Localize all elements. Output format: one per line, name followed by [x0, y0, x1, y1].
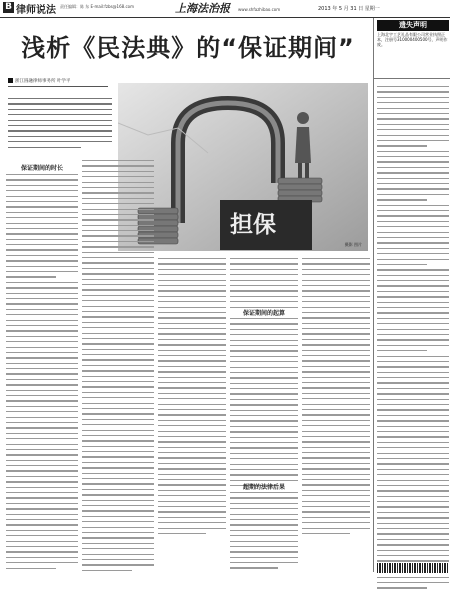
- body-column-4b: [230, 318, 298, 491]
- paper-url: www.shfazhibao.com: [238, 7, 281, 12]
- article-title: 浅析《民法典》的“保证期间”: [21, 34, 355, 62]
- body-column-3: [158, 258, 226, 538]
- page-header: [0, 0, 450, 18]
- body-column-1: [6, 174, 78, 573]
- title-rule: [8, 86, 108, 87]
- body-column-4: [230, 258, 298, 312]
- body-column-2: [82, 160, 154, 575]
- column-divider: [374, 78, 450, 79]
- issue-date: 2013 年 5 月 31 日 星期一: [318, 6, 380, 12]
- sidebar-text-block: [377, 86, 449, 593]
- body-column-4c: [230, 492, 298, 573]
- lead-paragraph: [6, 92, 114, 152]
- subhead-period-start: 保证期间的起算: [242, 310, 285, 317]
- paper-name: 上海法治报: [175, 2, 230, 15]
- subhead-period-length: 保证期间的时长: [20, 165, 63, 172]
- section-letter: B: [3, 2, 14, 13]
- editor-info: 责任编辑：陈 东 E-mail:fzbs@168.com: [60, 4, 135, 9]
- photo-credit: 摄影 图片: [344, 242, 362, 247]
- stamp-label: 担保: [230, 212, 276, 238]
- body-column-5: [302, 258, 370, 538]
- byline-text: 浙江圆融律师事务所 叶学平: [15, 79, 71, 84]
- byline: [8, 78, 70, 84]
- notice-body: 上海北宇工艺礼品有限公司营业执照正本，注册号310000400500号，声明作废。: [377, 32, 448, 48]
- section-label: 律师说法: [16, 5, 56, 16]
- subhead-overdue-consequence: 超期的法律后果: [242, 484, 285, 491]
- notice-title: 遗失声明: [377, 20, 449, 31]
- guarantee-stamp: [220, 200, 312, 250]
- byline-mark-icon: [8, 78, 13, 83]
- right-column: [373, 18, 450, 572]
